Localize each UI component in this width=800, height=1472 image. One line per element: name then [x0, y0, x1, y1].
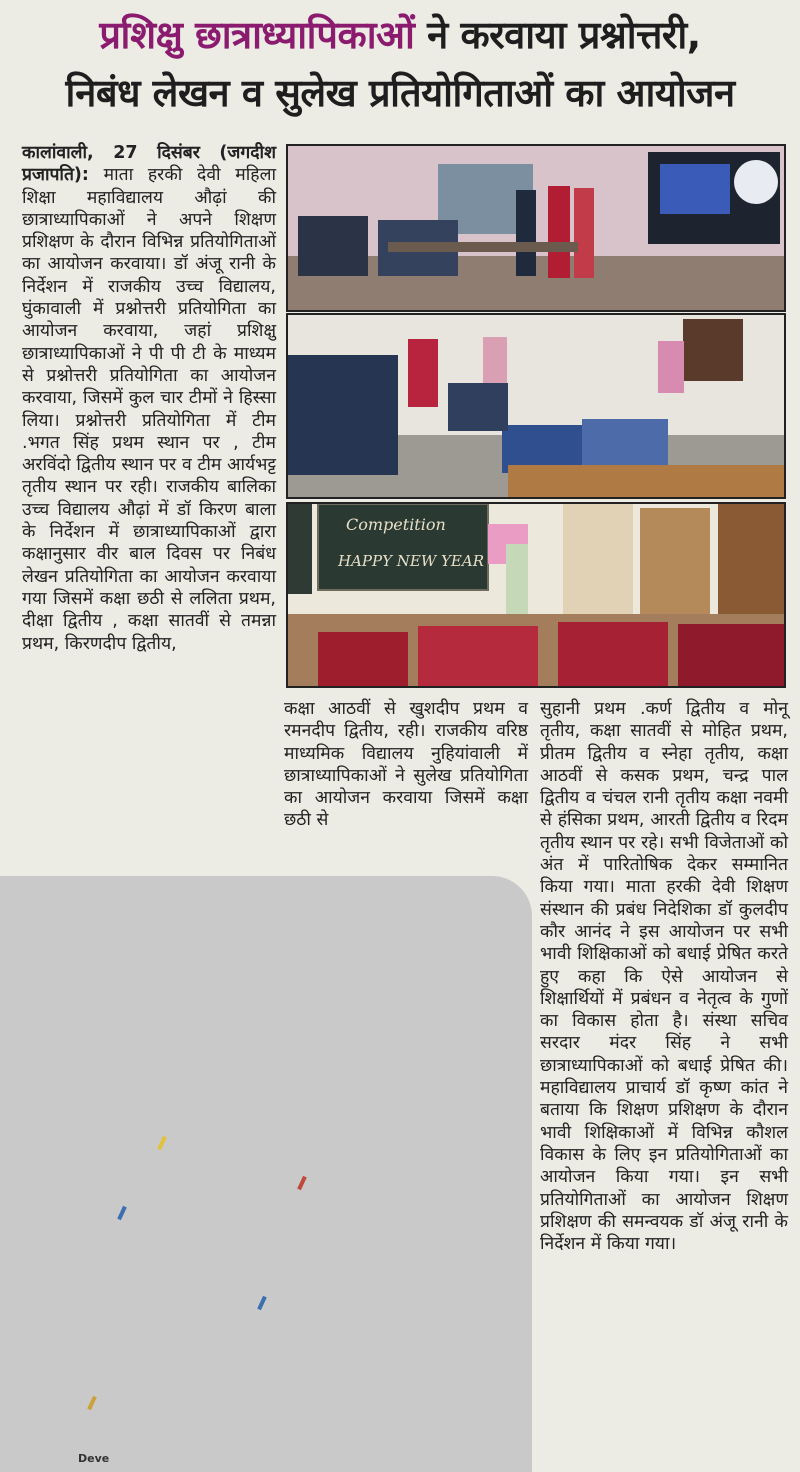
photo-blackboard-class: [286, 502, 786, 688]
article-column-1: [22, 142, 276, 655]
photo-students-desks: [286, 313, 786, 499]
dateline: कालांवाली, 27 दिसंबर (जगदीश प्रजापति):: [22, 143, 276, 186]
article-column-2: [284, 698, 528, 832]
article-col3-text: सुहानी प्रथम .कर्ण द्वितीय व मोनू तृतीय, कक्षा सातवीं से मोहित प्रथम, प्रीतम द्वितीय व स्नेहा तृतीय, कक्षा आठवीं से कसक प्रथम, चन्द्र पाल द्वितीय व चंचल रानी तृतीय कक्षा नवमी से हंसिका प्रथम, आरती द्वितीय व रिदम तृतीय स्थान पर रहे। सभी विजेताओं को अंत में पारितोषिक देकर सम्मानित किया गया। माता हरकी देवी शिक्षण संस्थान की प्रबंध निदेशिका डॉ कुलदीप कौर आनंद ने इस आयोजन पर सभी भावी शिक्षिकाओं को बधाई प्रेषित करते हुए कहा कि ऐसे आयोजन से शिक्षार्थियों में प्रबंधन व नेतृत्व के गुणों का विकास होता है। संस्था सचिव सरदार मंदर सिंह ने सभी छात्राध्यापिकाओं को बधाई प्रेषित की। महाविद्यालय प्राचार्य डॉ कृष्ण कांत ने बताया कि शिक्षण प्रशिक्षण के दौरान भावी शिक्षिकाओं में विभिन्न कौशल विकास के लिए इन प्रतियोगिताओं का आयोजन किया गया। इन सभी प्रतियोगिताओं का आयोजन शिक्षण प्रशिक्षण की समन्वयक डॉ अंजू रानी के निर्देशन में किया गया।: [540, 699, 788, 1255]
headline: [0, 6, 800, 122]
blackboard-text-2: HAPPY NEW YEAR: [338, 552, 485, 570]
article-column-3: [540, 698, 788, 1255]
headline-line-2: निबंध लेखन व सुलेख प्रतियोगिताओं का आयोजन: [65, 71, 735, 115]
article-col1-text: माता हरकी देवी महिला शिक्षा महाविद्यालय औढ़ां की छात्राध्यापिकाओं ने अपने शिक्षण प्रशिक्षण के दौरान विभिन्न प्रतियोगिताओं का आयोजन करवाया। डॉ अंजू रानी के निर्देशन में राजकीय उच्च विद्यालय, घुंकावाली में प्रश्नोत्तरी प्रतियोगिता का आयोजन करवाया, जहां प्रशिक्षु छात्राध्यापिकाओं ने पी पी टी के माध्यम से प्रश्नोत्तरी प्रतियोगिता का आयोजन करवाया, जिसमें कुल चार टीमों ने हिस्सा लिया। प्रश्नोत्तरी प्रतियोगिता में टीम .भगत सिंह प्रथम स्थान पर , टीम अरविंदो द्वितीय स्थान पर व टीम आर्यभट्ट तृतीय स्थान पर रही। राजकीय बालिका उच्च विद्यालय औढ़ां में डॉ किरण बाला के निर्देशन में छात्राध्यापिकाओं द्वारा कक्षानुसार वीर बाल दिवस पर निबंध लेखन प्रतियोगिता का आयोजन करवाया गया जिसमें कक्षा छठी से ललिता प्रथम, दीक्षा द्वितीय , कक्षा सातवीं से तमन्ना प्रथम, किरणदीप द्वितीय,: [22, 165, 276, 654]
article-col2-text: कक्षा आठवीं से खुशदीप प्रथम व रमनदीप द्वितीय, रही। राजकीय वरिष्ठ माध्यमिक विद्यालय नुहियांवाली में छात्राध्यापिकाओं ने सुलेख प्रतियोगिता का आयोजन करवाया जिसमें कक्षा छठी से: [284, 699, 528, 831]
headline-line-1-rest: ने करवाया प्रश्नोत्तरी,: [414, 13, 701, 57]
redacted-area: [0, 876, 532, 1472]
footer-fragment: Deve: [78, 1452, 110, 1465]
headline-line-1: [0, 6, 800, 64]
photo-quiz-classroom: [286, 144, 786, 312]
blackboard-text-1: Competition: [346, 515, 446, 534]
headline-accent: प्रशिक्षु छात्राध्यापिकाओं: [99, 13, 415, 57]
